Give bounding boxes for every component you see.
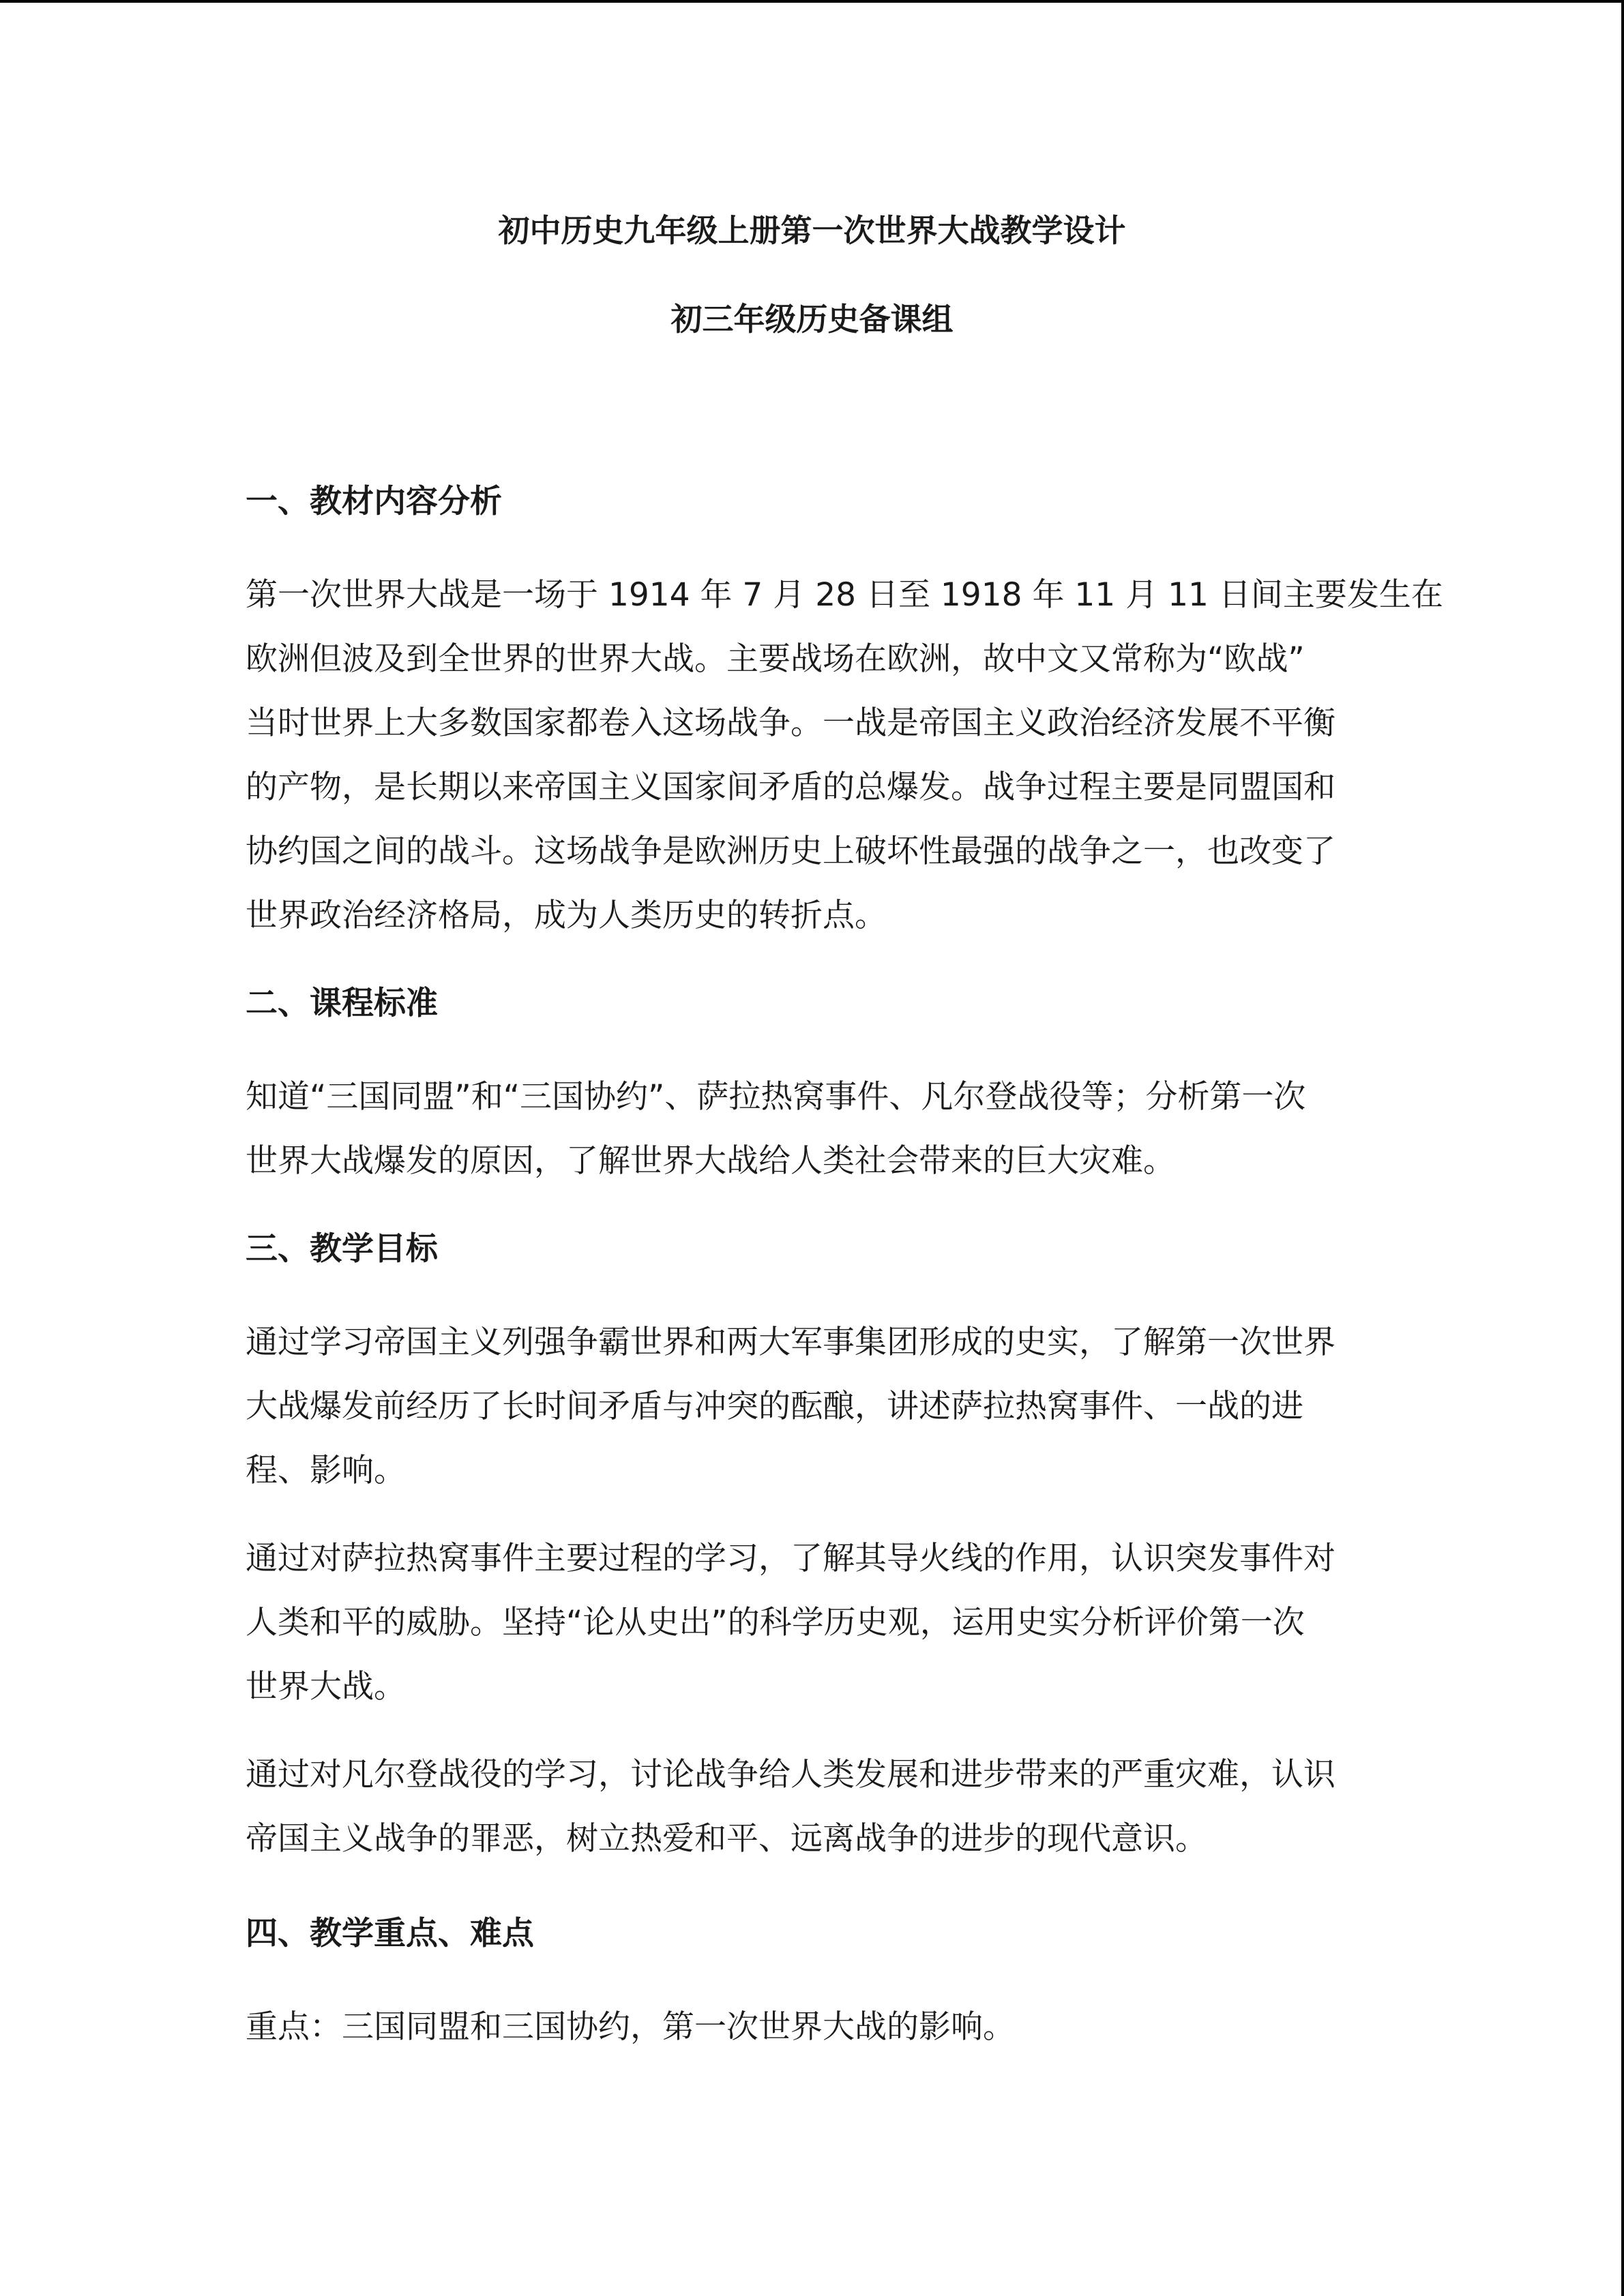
paragraph-material-analysis — [246, 563, 1443, 948]
text-line: 欧洲但波及到全世界的世界大战。主要战场在欧洲，故中文又常称为“欧战” — [246, 640, 1305, 678]
paragraph-objective-3 — [246, 1743, 1391, 1871]
paragraph-key-points — [246, 1995, 1391, 2059]
text-line: 世界大战。 — [246, 1668, 406, 1705]
text-line: 世界政治经济格局，成为人类历史的转折点。 — [246, 897, 887, 934]
text-line: 程、影响。 — [246, 1452, 406, 1489]
section-heading-material-analysis: 一、教材内容分析 — [246, 483, 502, 520]
text-line: 当时世界上大多数国家都卷入这场战争。一战是帝国主义政治经济发展不平衡 — [246, 704, 1335, 742]
section-heading-key-points: 四、教学重点、难点 — [246, 1915, 534, 1952]
paragraph-objective-1 — [246, 1311, 1391, 1503]
text-line: 大战爆发前经历了长时间矛盾与冲突的酝酿，讲述萨拉热窝事件、一战的进 — [246, 1388, 1303, 1425]
paragraph-curriculum-standard — [246, 1065, 1391, 1193]
text-line: 的产物，是长期以来帝国主义国家间矛盾的总爆发。战争过程主要是同盟国和 — [246, 769, 1335, 806]
document-title: 初中历史九年级上册第一次世界大战教学设计 — [498, 212, 1126, 249]
text-line: 通过对凡尔登战役的学习，讨论战争给人类发展和进步带来的严重灾难，认识 — [246, 1756, 1335, 1793]
section-heading-curriculum-standard: 二、课程标准 — [246, 985, 438, 1022]
text-line: 协约国之间的战斗。这场战争是欧洲历史上破坏性最强的战争之一，也改变了 — [246, 833, 1335, 870]
text-line: 世界大战爆发的原因，了解世界大战给人类社会带来的巨大灾难。 — [246, 1142, 1175, 1180]
text-line: 通过学习帝国主义列强争霸世界和两大军事集团形成的史实，了解第一次世界 — [246, 1324, 1335, 1361]
page-border-top — [0, 0, 1624, 3]
page-border-right — [1621, 0, 1624, 2296]
text-line: 重点：三国同盟和三国协约，第一次世界大战的影响。 — [246, 2008, 1015, 2046]
paragraph-objective-2 — [246, 1527, 1391, 1719]
text-line: 第一次世界大战是一场于 1914 年 7 月 28 日至 1918 年 11 月 11 日间主要发生在 — [246, 576, 1443, 614]
text-line: 通过对萨拉热窝事件主要过程的学习，了解其导火线的作用，认识突发事件对 — [246, 1540, 1335, 1577]
text-line: 人类和平的威胁。坚持“论从史出”的科学历史观，运用史实分析评价第一次 — [246, 1604, 1305, 1641]
text-line: 知道“三国同盟”和“三国协约”、萨拉热窝事件、凡尔登战役等；分析第一次 — [246, 1078, 1306, 1116]
section-heading-teaching-objectives: 三、教学目标 — [246, 1230, 438, 1268]
text-line: 帝国主义战争的罪恶，树立热爱和平、远离战争的进步的现代意识。 — [246, 1820, 1207, 1858]
document-subtitle: 初三年级历史备课组 — [670, 301, 954, 338]
